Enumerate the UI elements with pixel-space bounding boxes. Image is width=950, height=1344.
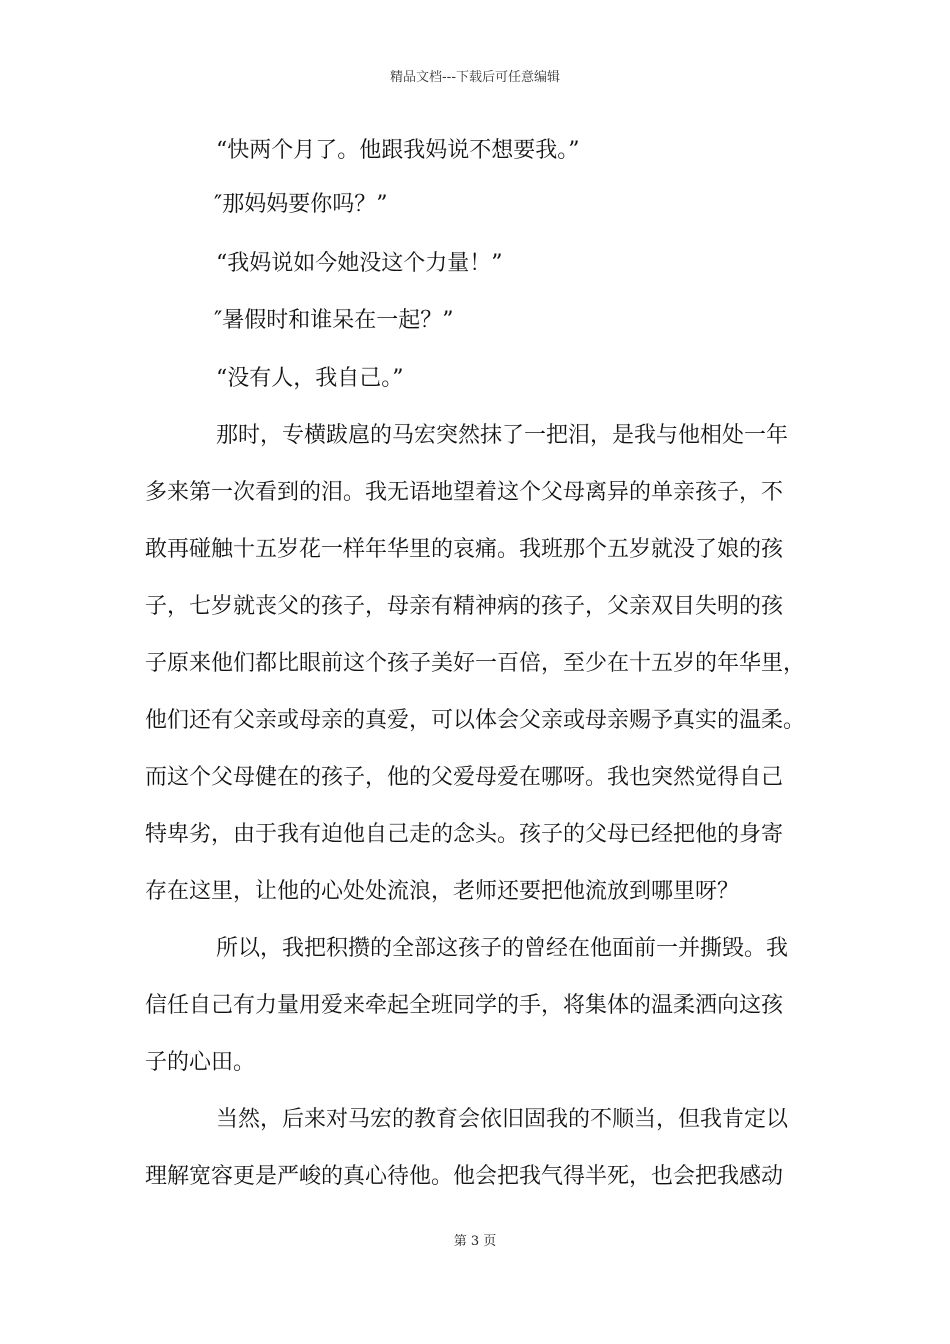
paragraph-line: 存在这里，让他的心处处流浪，老师还要把他流放到哪里呀？ (145, 879, 740, 904)
dialogue-line: “我妈说如今她没这个力量！” (216, 251, 503, 276)
paragraph-line: 而这个父母健在的孩子，他的父爱母爱在哪呀。我也突然觉得自己 (145, 765, 784, 790)
page-number: 第 3 页 (453, 1234, 497, 1249)
paragraph-line: 多来第一次看到的泪。我无语地望着这个父母离异的单亲孩子，不 (145, 480, 784, 505)
dialogue-line: “没有人，我自己。” (216, 366, 404, 391)
paragraph-line: 子原来他们都比眼前这个孩子美好一百倍，至少在十五岁的年华里， (145, 651, 806, 676)
paragraph-line: 理解宽容更是严峻的真心待他。他会把我气得半死，也会把我感动 (145, 1164, 784, 1189)
paragraph-line: 敢再碰触十五岁花一样年华里的哀痛。我班那个五岁就没了娘的孩 (145, 537, 784, 562)
page-header: 精品文档---下载后可任意编辑 (389, 70, 561, 85)
paragraph-line: 信任自己有力量用爱来牵起全班同学的手，将集体的温柔洒向这孩 (145, 993, 784, 1018)
paragraph-line: 特卑劣，由于我有迫他自己走的念头。孩子的父母已经把他的身寄 (145, 822, 784, 847)
dialogue-line: ″那妈妈要你吗？” (214, 192, 388, 217)
paragraph-line: 子，七岁就丧父的孩子，母亲有精神病的孩子，父亲双目失明的孩 (145, 594, 784, 619)
dialogue-line: ″暑假时和谁呆在一起？” (214, 308, 454, 333)
paragraph-line: 子的心田。 (145, 1050, 256, 1075)
paragraph-line: 所以，我把积攒的全部这孩子的曾经在他面前一并撕毁。我 (216, 936, 789, 961)
dialogue-line: “快两个月了。他跟我妈说不想要我。” (216, 138, 580, 163)
paragraph-line: 那时，专横跋扈的马宏突然抹了一把泪，是我与他相处一年 (216, 423, 789, 448)
paragraph-line: 当然，后来对马宏的教育会依旧固我的不顺当，但我肯定以 (216, 1107, 789, 1132)
paragraph-line: 他们还有父亲或母亲的真爱，可以体会父亲或母亲赐予真实的温柔。 (145, 708, 806, 733)
